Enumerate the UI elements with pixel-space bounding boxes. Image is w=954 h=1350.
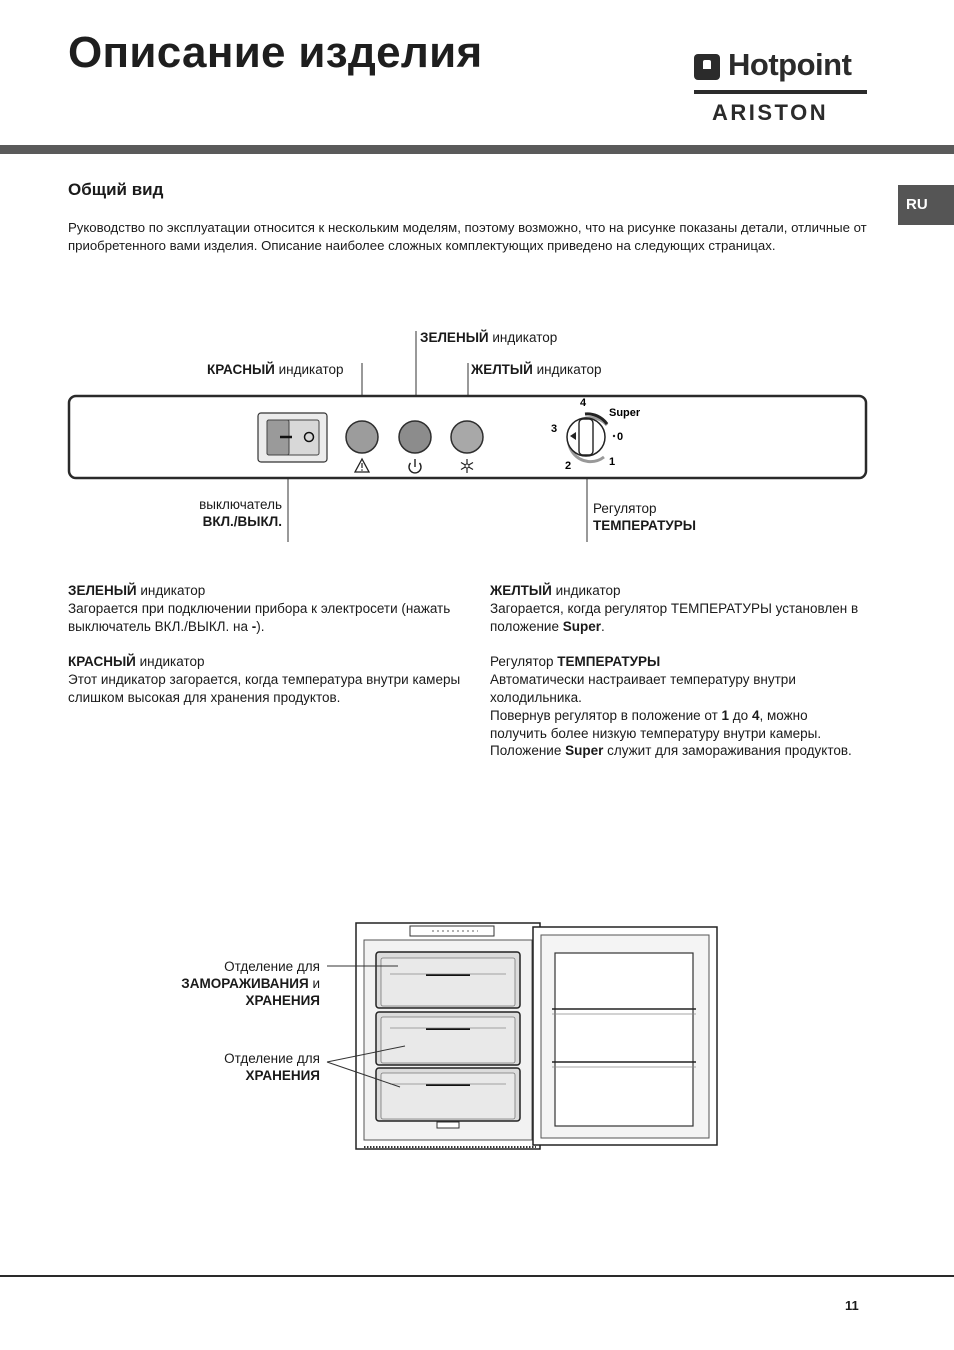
dial-number-2: 2 bbox=[565, 460, 572, 472]
label-storage-compartment: Отделение для ХРАНЕНИЯ bbox=[224, 1051, 320, 1083]
hotpoint-logo-icon bbox=[694, 54, 720, 80]
dial-zero: 0 bbox=[617, 431, 624, 443]
green-indicator-lamp bbox=[399, 421, 431, 453]
on-off-switch[interactable] bbox=[258, 413, 327, 462]
footer-rule bbox=[0, 1275, 954, 1277]
drawer-top bbox=[376, 952, 520, 1008]
intro-paragraph: Руководство по эксплуатации относится к нескольким моделям, поэтому возможно, что на рисунке показаны детали, отличные от приобретенного вами изделия. Описание наиболее сложных комплектующих приведено на следующих страницах. bbox=[68, 220, 867, 253]
green-indicator-description: ЗЕЛЕНЫЙ индикатор Загорается при подключении прибора к электросети (нажать выключатель ВКЛ./ВЫКЛ. на -). bbox=[68, 583, 451, 634]
red-indicator-lamp bbox=[346, 421, 378, 453]
freezer-illustration bbox=[0, 915, 954, 1160]
yellow-indicator-description: ЖЕЛТЫЙ индикатор Загорается, когда регулятор ТЕМПЕРАТУРЫ установлен в положение Super. bbox=[490, 583, 859, 634]
brand-divider bbox=[694, 90, 867, 94]
dial-number-4: 4 bbox=[579, 397, 587, 409]
dial-number-3: 3 bbox=[551, 423, 558, 435]
brand-logo bbox=[694, 47, 869, 130]
header-rule bbox=[0, 145, 954, 154]
drawer-middle bbox=[376, 1012, 520, 1065]
label-green-indicator: ЗЕЛЕНЫЙ индикатор bbox=[420, 330, 558, 345]
brand-sub: ARISTON bbox=[712, 100, 829, 125]
yellow-indicator-lamp bbox=[451, 421, 483, 453]
label-regulator: Регулятор ТЕМПЕРАТУРЫ bbox=[593, 501, 696, 533]
label-freeze-compartment: Отделение для ЗАМОРАЖИВАНИЯ и ХРАНЕНИЯ bbox=[181, 959, 320, 1008]
red-indicator-description: КРАСНЫЙ индикатор Этот индикатор загорается, когда температура внутри камеры слишком высокая для хранения продуктов. bbox=[68, 654, 461, 705]
description-left-column bbox=[68, 582, 468, 725]
dial-super-label: Super bbox=[609, 407, 641, 419]
page-number: 11 bbox=[845, 1298, 859, 1313]
door bbox=[533, 927, 717, 1145]
label-switch: выключатель ВКЛ./ВЫКЛ. bbox=[199, 497, 282, 529]
cabinet-foot bbox=[437, 1122, 459, 1128]
regulator-description: Регулятор ТЕМПЕРАТУРЫ Автоматически настраивает температуру внутри холодильника. Повернув регулятор в положение от 1 до 4, можно получить более низкую температуру внутри камеры. Положение Super служит для замораживания продуктов. bbox=[490, 654, 852, 759]
dial-number-1: 1 bbox=[609, 456, 616, 468]
dial-zero-dot bbox=[613, 435, 615, 437]
description-right-column bbox=[490, 582, 865, 778]
page-title: Описание изделия bbox=[68, 28, 483, 77]
drawer-bottom bbox=[376, 1068, 520, 1121]
label-yellow-indicator: ЖЕЛТЫЙ индикатор bbox=[471, 362, 602, 377]
language-tab: RU bbox=[898, 185, 954, 225]
section-heading: Общий вид bbox=[68, 180, 164, 199]
brand-name: Hotpoint bbox=[728, 47, 852, 82]
label-red-indicator: КРАСНЫЙ индикатор bbox=[207, 362, 344, 377]
